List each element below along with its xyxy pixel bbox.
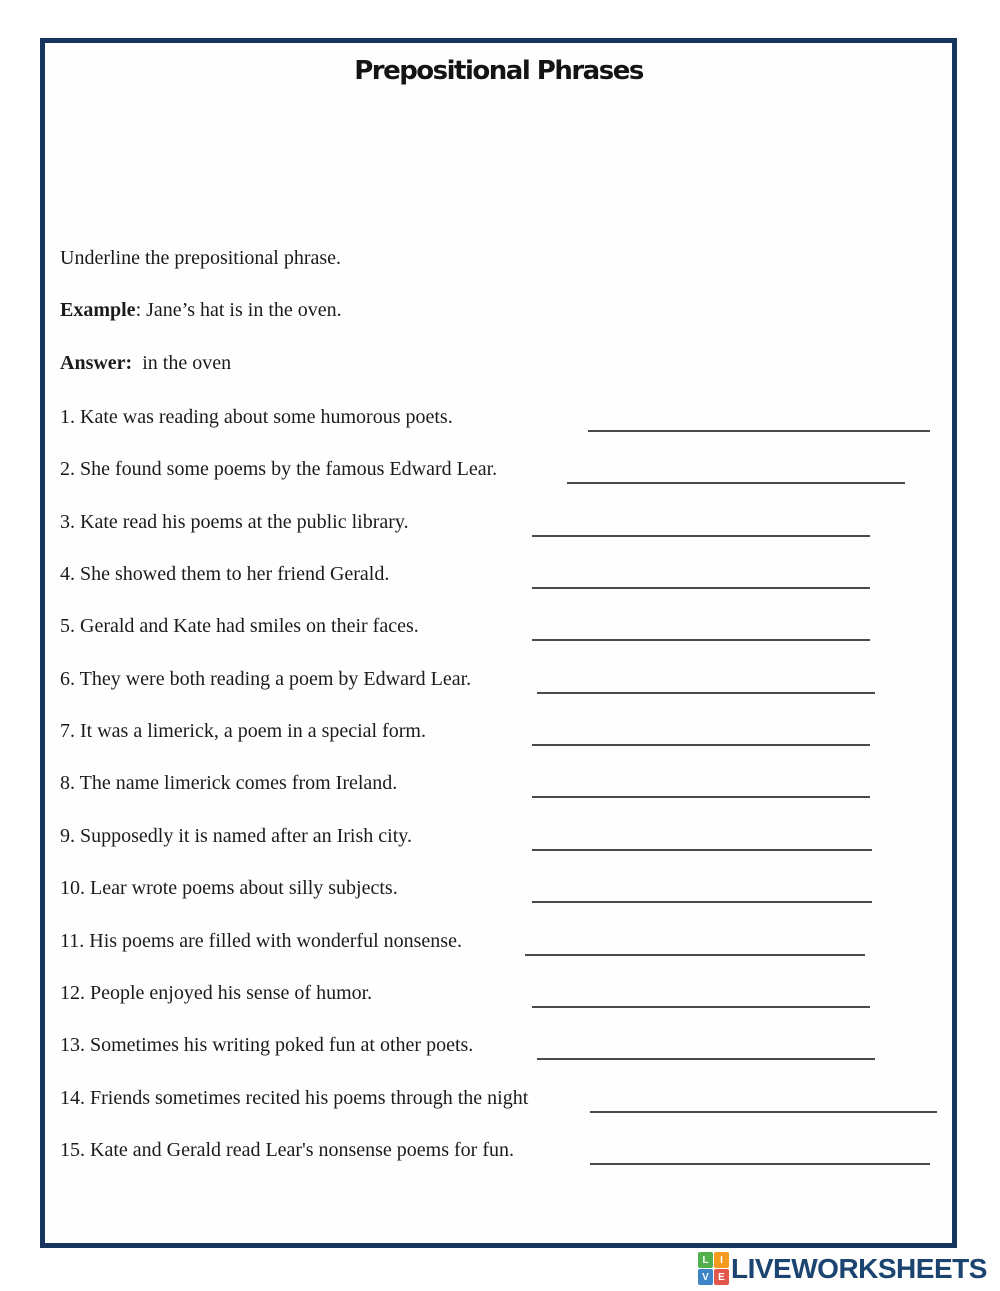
sentence-text: She showed them to her friend Gerald.	[80, 563, 390, 586]
item-number: 9.	[60, 824, 75, 847]
sentence-text: It was a limerick, a poem in a special form.	[80, 720, 426, 743]
item-number: 4.	[60, 563, 75, 586]
sentence-text: The name limerick comes from Ireland.	[79, 772, 398, 795]
liveworksheets-logo[interactable]	[698, 1252, 987, 1285]
answer-blank[interactable]	[588, 406, 930, 432]
answer-blank[interactable]	[567, 458, 905, 484]
sentence-text: Friends sometimes recited his poems through the night	[90, 1086, 529, 1109]
sentence-text: Lear wrote poems about silly subjects.	[90, 877, 398, 900]
item-number: 10.	[60, 877, 85, 900]
answer-blank[interactable]	[532, 563, 870, 589]
sentence-text: They were both reading a poem by Edward Lear.	[79, 667, 472, 690]
example-line	[60, 299, 937, 327]
answer-blank[interactable]	[532, 877, 872, 903]
example-label: Example	[60, 299, 136, 321]
answer-blank[interactable]	[590, 1139, 930, 1165]
item-number: 6.	[60, 667, 75, 690]
item-number: 7.	[60, 720, 75, 743]
page-title: Prepositional Phrases	[354, 56, 643, 86]
sentence-text: Gerald and Kate had smiles on their faces.	[80, 615, 419, 638]
item-number: 5.	[60, 615, 75, 638]
item-number: 3.	[60, 510, 75, 533]
answer-blank[interactable]	[532, 720, 870, 746]
instruction-line	[60, 247, 937, 275]
item-number: 2.	[60, 458, 75, 481]
liveworksheets-brand-text: LIVEWORKSHEETS	[731, 1252, 987, 1284]
answer-blank[interactable]	[532, 772, 870, 798]
answer-blank[interactable]	[532, 982, 870, 1008]
answer-blank[interactable]	[537, 1034, 875, 1060]
logo-letter-l: L	[698, 1252, 713, 1268]
logo-letter-i: I	[714, 1252, 729, 1268]
sentence-text: She found some poems by the famous Edward Lear.	[80, 458, 498, 481]
sentence-text: People enjoyed his sense of humor.	[90, 981, 373, 1004]
answer-blank[interactable]	[532, 615, 870, 641]
sentence-text: Kate read his poems at the public library.	[80, 510, 409, 533]
worksheet-frame	[40, 38, 957, 1248]
sentence-text: Sometimes his writing poked fun at other poets.	[90, 1034, 474, 1057]
item-number: 8.	[60, 772, 75, 795]
item-number: 12.	[60, 981, 85, 1004]
logo-letter-e: E	[714, 1269, 729, 1285]
answer-blank[interactable]	[537, 668, 875, 694]
answer-blank[interactable]	[590, 1087, 937, 1113]
item-number: 13.	[60, 1034, 85, 1057]
answer-line	[60, 352, 937, 380]
item-number: 15.	[60, 1138, 85, 1161]
answer-blank[interactable]	[532, 511, 870, 537]
item-number: 1.	[60, 406, 75, 428]
sentence-text: Kate and Gerald read Lear's nonsense poems for fun.	[90, 1138, 514, 1161]
answer-label: Answer:	[60, 352, 133, 374]
sentence-text: Kate was reading about some humorous poets.	[80, 406, 453, 428]
liveworksheets-logo-icon	[698, 1252, 729, 1285]
answer-blank[interactable]	[525, 930, 865, 956]
answer-text: in the oven	[142, 352, 232, 374]
item-number: 14.	[60, 1086, 85, 1109]
answer-blank[interactable]	[532, 825, 872, 851]
sentence-text: His poems are filled with wonderful nonsense.	[89, 929, 462, 952]
instruction-text: Underline the prepositional phrase.	[60, 247, 342, 269]
example-text: : Jane’s hat is in the oven.	[135, 299, 342, 321]
sentence-text: Supposedly it is named after an Irish city.	[80, 824, 412, 847]
logo-letter-v: V	[698, 1269, 713, 1285]
item-number: 11.	[60, 929, 85, 952]
